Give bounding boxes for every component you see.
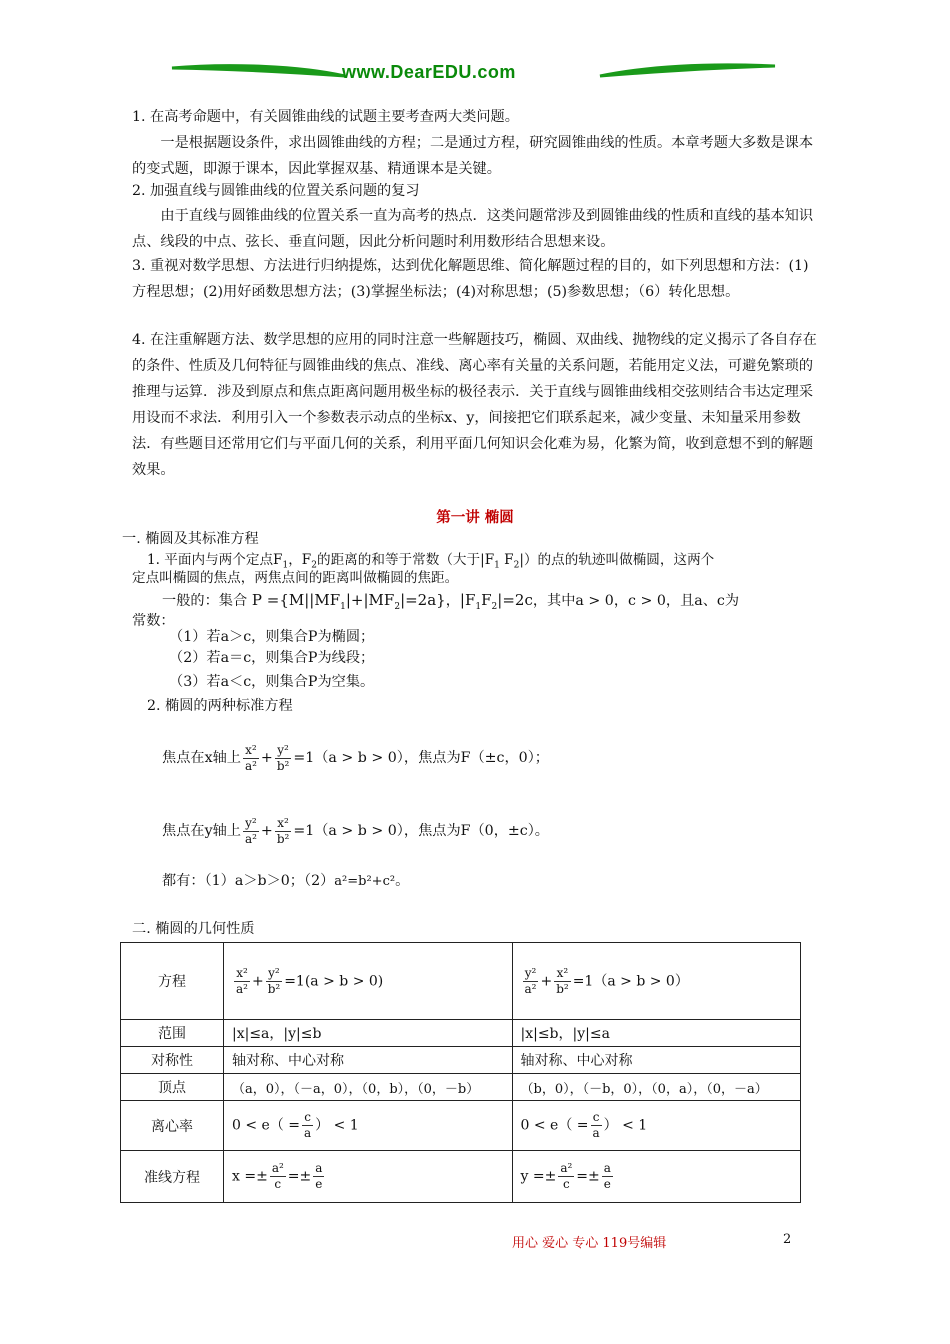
table-row bbox=[121, 1047, 801, 1074]
case-3: （3）若a＜c，则集合P为空集。 bbox=[169, 674, 375, 690]
constant-label: 常数： bbox=[132, 613, 175, 629]
intro-paragraph-2: 一是根据题设条件，求出圆锥曲线的方程；二是通过方程，研究圆锥曲线的性质。本章考题大多数是课本的变式题，即源于课本，因此掌握双基、精通课本是关键。 bbox=[132, 135, 814, 177]
row-label-range: 范围 bbox=[121, 1020, 224, 1047]
standard-equations-title: 2. 椭圆的两种标准方程 bbox=[147, 698, 293, 714]
cell-vertices-y: （b，0），（－b，0），（0，a），（0，－a） bbox=[512, 1074, 801, 1101]
intro-paragraph-4: 由于直线与圆锥曲线的位置关系一直为高考的热点．这类问题常涉及到圆锥曲线的性质和直线的基本知识点、线段的中点、弦长、垂直问题，因此分析问题时利用数形结合思想来设。 bbox=[132, 208, 814, 250]
row-label-eccentricity: 离心率 bbox=[121, 1101, 224, 1151]
y-axis-equation: 焦点在y轴上 $\frac{\text{y²}}{\text{a²}}$ + $\frac{\text{x²}}{\text{b²}}$ =1（a > b > 0），焦点为F（0，±c）。 bbox=[162, 815, 549, 846]
table-row bbox=[121, 1020, 801, 1047]
page-number: 2 bbox=[783, 1232, 792, 1247]
section-1-title: 一. 椭圆及其标准方程 bbox=[122, 531, 259, 547]
case-2: （2）若a＝c，则集合P为线段； bbox=[169, 650, 375, 666]
intro-point-3: 3. 重视对数学思想、方法进行归纳提炼，达到优化解题思维、简化解题过程的目的，如下列思想和方法：(1)方程思想；(2)用好函数思想方法；(3)掌握坐标法；(4)对称思想；(5)参数思想；（6）转化思想。 bbox=[132, 258, 809, 300]
row-label-symmetry: 对称性 bbox=[121, 1047, 224, 1074]
table-row bbox=[121, 1074, 801, 1101]
ellipse-definition-line-1: 1. 平面内与两个定点$F_1$，$F_2$的距离的和等于常数（大于$|F_1$ $F_2|$）的点的轨迹叫做椭圆，这两个 bbox=[147, 552, 715, 571]
cell-equation-y: $\frac{\text{y²}}{\text{a²}}$ + $\frac{\text{x²}}{\text{b²}}$ =1（a > b > 0） bbox=[512, 943, 801, 1020]
row-label-directrix: 准线方程 bbox=[121, 1151, 224, 1203]
cell-equation-x: $\frac{\text{x²}}{\text{a²}}$ + $\frac{\text{y²}}{\text{b²}}$ =1(a > b > 0) bbox=[224, 943, 513, 1020]
properties-table bbox=[120, 942, 801, 1203]
cell-range-x: |x|≤a，|y|≤b bbox=[224, 1020, 513, 1047]
cell-symmetry-x: 轴对称、中心对称 bbox=[224, 1047, 513, 1074]
row-label-equation: 方程 bbox=[121, 943, 224, 1020]
cell-range-y: |x|≤b，|y|≤a bbox=[512, 1020, 801, 1047]
footer-slogan: 用心 爱心 专心 119号编辑 bbox=[512, 1236, 667, 1251]
site-brand[interactable]: www.DearEDU.com bbox=[342, 62, 516, 82]
cell-directrix-x: x =± $\frac{\text{a²}}{c}$ =± $\frac{a}{e}$ bbox=[224, 1151, 513, 1203]
x-axis-equation: 焦点在x轴上 $\frac{\text{x²}}{\text{a²}}$ + $\frac{\text{y²}}{\text{b²}}$ =1（a > b > 0），焦点为F（±c，0）； bbox=[162, 742, 549, 773]
table-row bbox=[121, 1151, 801, 1203]
section-2-title: 二. 椭圆的几何性质 bbox=[132, 921, 255, 937]
cell-symmetry-y: 轴对称、中心对称 bbox=[512, 1047, 801, 1074]
table-row bbox=[121, 943, 801, 1020]
common-properties: 都有：（1）a＞b＞0；（2）a²=b²+c²。 bbox=[162, 873, 410, 889]
cell-eccentricity-x: 0 < e（ = $\frac{c}{a}$ ） < 1 bbox=[224, 1101, 513, 1151]
cell-eccentricity-y: 0 < e（ = $\frac{c}{a}$ ） < 1 bbox=[512, 1101, 801, 1151]
table-row bbox=[121, 1101, 801, 1151]
row-label-vertices: 顶点 bbox=[121, 1074, 224, 1101]
ellipse-definition-line-2: 定点叫椭圆的焦点，两焦点间的距离叫做椭圆的焦距。 bbox=[132, 570, 459, 586]
cell-directrix-y: y =± $\frac{\text{a²}}{c}$ =± $\frac{a}{e}$ bbox=[512, 1151, 801, 1203]
intro-point-4: 4. 在注重解题方法、数学思想的应用的同时注意一些解题技巧，椭圆、双曲线、抛物线的定义揭示了各自存在的条件、性质及几何特征与圆锥曲线的焦点、准线、离心率有关量的关系问题，若能用定义法，可避免繁琐的推理与运算．涉及到原点和焦点距离问题用极坐标的极径表示．关于直线与圆锥曲线相交弦则结合韦达定理采用设而不求法．利用引入一个参数表示动点的坐标x、y，间接把它们联系起来，减少变量、未知量采用参数法．有些题目还常用它们与平面几何的关系，利用平面几何知识会化难为易，化繁为简，收到意想不到的解题效果。 bbox=[132, 332, 817, 478]
lecture-title: 第一讲 椭圆 bbox=[436, 509, 514, 526]
intro-point-1: 1. 在高考命题中，有关圆锥曲线的试题主要考查两大类问题。 bbox=[132, 109, 519, 125]
intro-point-2: 2. 加强直线与圆锥曲线的位置关系问题的复习 bbox=[132, 183, 420, 199]
case-1: （1）若a＞c，则集合P为椭圆； bbox=[169, 629, 375, 645]
cell-vertices-x: （a，0），（－a，0），（0，b），（0，－b） bbox=[224, 1074, 513, 1101]
set-definition: 一般的：集合 $P =\{M||MF_1|+|MF_2|=2a\}$，$|F_1F_2|=2c$，其中a > 0，c > 0，且a、c为 bbox=[162, 591, 740, 612]
